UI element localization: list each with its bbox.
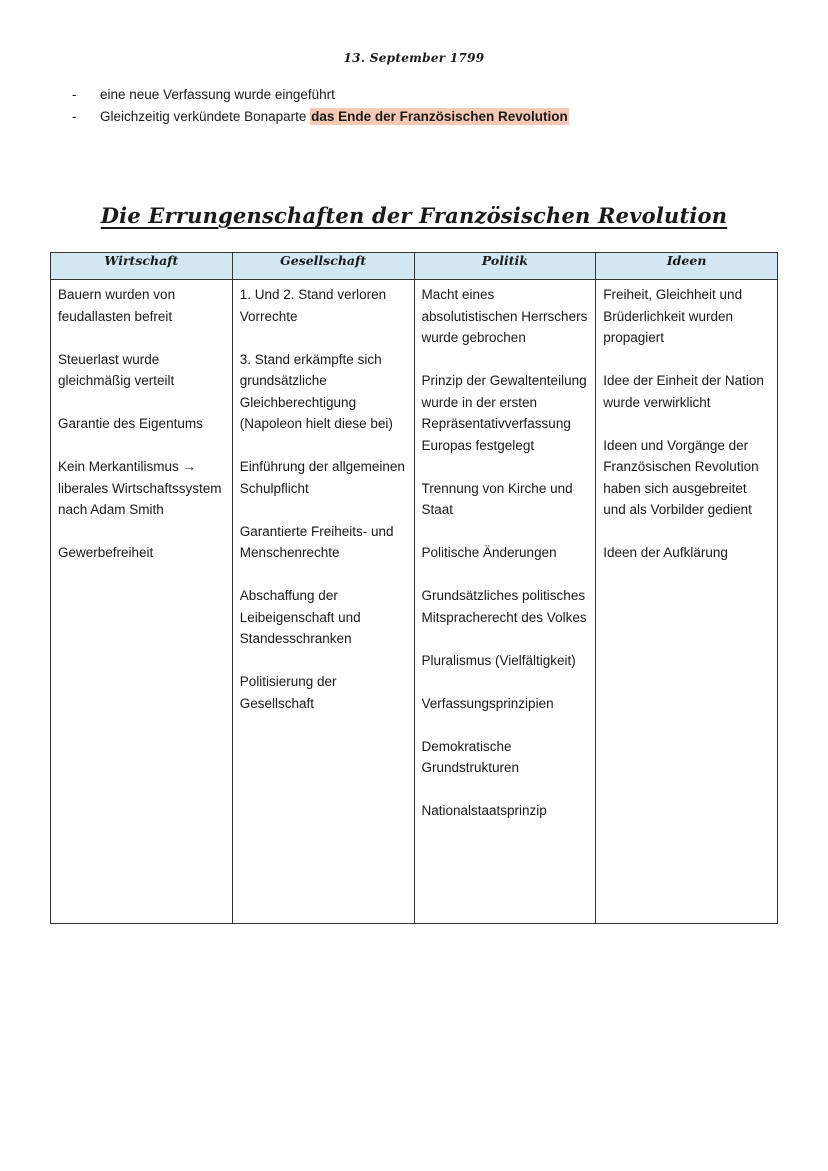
bullet-item (72, 84, 569, 106)
header-gesellschaft: Gesellschaft (232, 253, 414, 280)
list-item: Politische Änderungen (421, 545, 557, 560)
list-item: Abschaffung der Leibeigenschaft und Standesschranken (239, 588, 361, 646)
column-politik (414, 280, 596, 924)
date-heading: 13. September 1799 (343, 51, 485, 65)
table-row (51, 280, 778, 924)
list-item: Garantie des Eigentums (58, 416, 203, 431)
bullet-text: Gleichzeitig verkündete Bonaparte (100, 109, 311, 124)
list-item: Einführung der allgemeinen Schulpflicht (239, 459, 405, 496)
table-header-row (51, 253, 778, 280)
bullet-text: eine neue Verfassung wurde eingeführt (100, 87, 335, 102)
list-item: Demokratische Grundstrukturen (421, 738, 520, 775)
list-item: 1. Und 2. Stand verloren Vorrechte (239, 287, 387, 324)
list-item: Ideen und Vorgänge der Französischen Revolution haben sich ausgebreitet und als Vorbilder gedient (603, 437, 759, 517)
page-title: Die Errungenschaften der Französischen Revolution (100, 203, 728, 228)
bullet-item (72, 106, 569, 128)
list-item: Ideen der Aufklärung (603, 545, 728, 560)
list-item: Nationalstaatsprinzip (421, 803, 547, 818)
list-item: Kein Merkantilismus → liberales Wirtschaftssystem nach Adam Smith (58, 459, 222, 517)
bullet-list (72, 84, 569, 128)
list-item: Verfassungsprinzipien (421, 695, 554, 711)
header-ideen: Ideen (596, 253, 778, 280)
bullet-dash: - (72, 109, 77, 124)
list-item: Steuerlast wurde gleichmäßig verteilt (58, 351, 175, 388)
list-item: Idee der Einheit der Nation wurde verwirklicht (603, 373, 764, 410)
list-item: Politisierung der Gesellschaft (239, 674, 337, 711)
list-item: Grundsätzliches politisches Mitspracherecht des Volkes (421, 588, 587, 625)
list-item: Pluralismus (Vielfältigkeit) (421, 652, 576, 668)
list-item: Trennung von Kirche und Staat (421, 480, 573, 517)
column-gesellschaft (232, 280, 414, 924)
list-item: Macht eines absolutistischen Herrschers wurde gebrochen (421, 287, 588, 345)
list-item: Gewerbefreiheit (58, 545, 154, 560)
header-wirtschaft: Wirtschaft (51, 253, 233, 280)
column-wirtschaft (51, 280, 233, 924)
list-item: 3. Stand erkämpfte sich grundsätzliche Gleichberechtigung (Napoleon hielt diese bei) (239, 351, 393, 431)
column-ideen (596, 280, 778, 924)
list-item: Garantierte Freiheits- und Menschenrechte (239, 523, 394, 560)
list-item: Prinzip der Gewaltenteilung wurde in der ersten Repräsentativverfassung Europas festgelegt (421, 373, 587, 453)
list-item: Bauern wurden von feudallasten befreit (58, 287, 176, 324)
achievements-table (50, 252, 778, 924)
bullet-dash: - (72, 87, 77, 102)
highlighted-text: das Ende der Französischen Revolution (311, 109, 568, 124)
list-item: Freiheit, Gleichheit und Brüderlichkeit wurden propagiert (603, 287, 743, 345)
header-politik: Politik (414, 253, 596, 280)
